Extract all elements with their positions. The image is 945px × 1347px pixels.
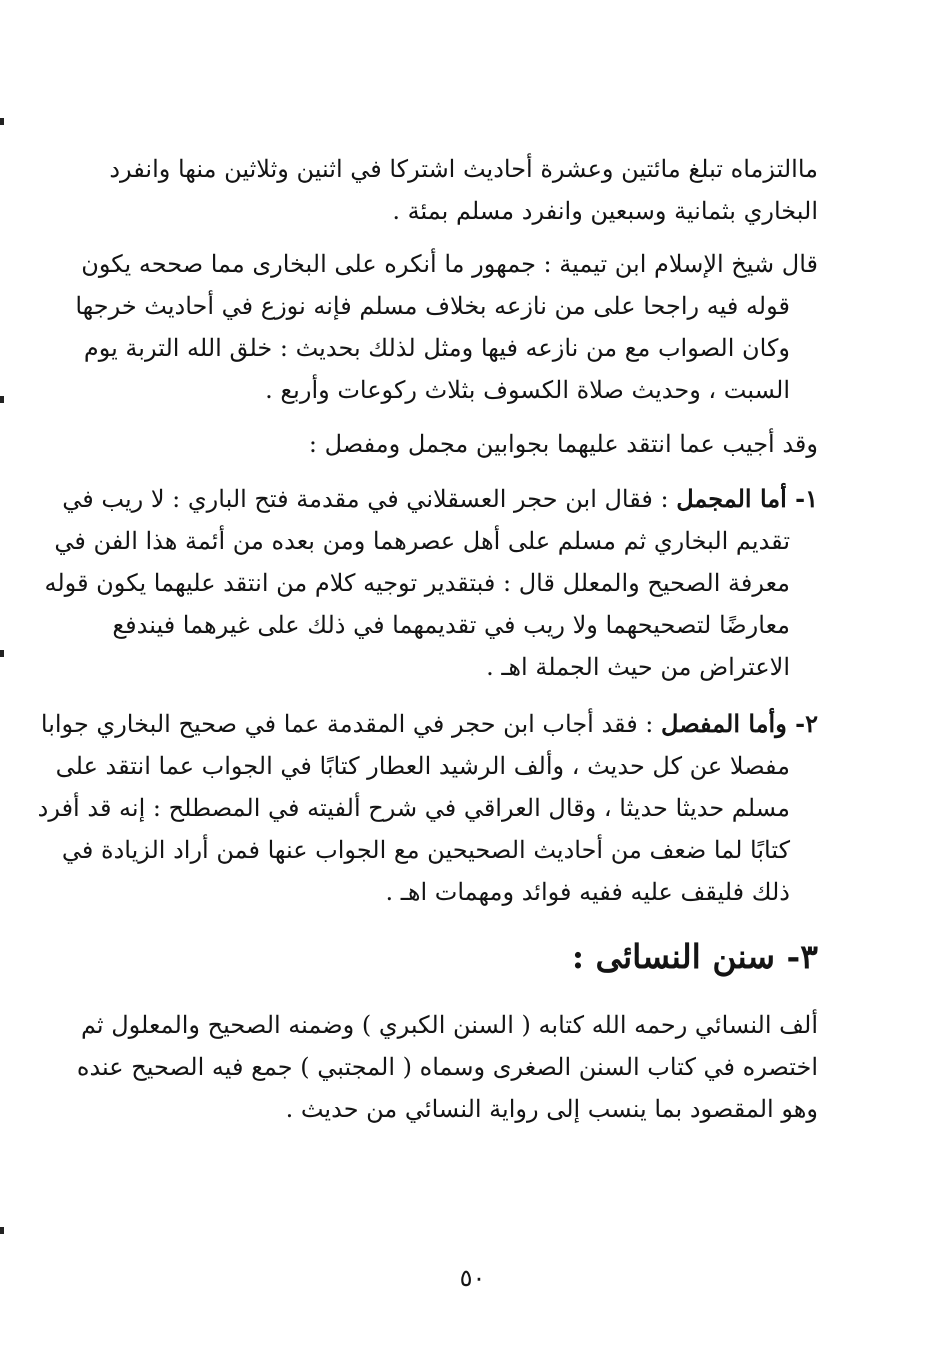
text-line: كتابًا لما ضعف من أحاديث الصحيحين مع الجواب عنها فمن أراد الزيادة في bbox=[61, 836, 790, 864]
text-line: مسلم حديثا حديثا ، وقال العراقي في شرح ألفيته في المصطلح : إنه قد أفرد bbox=[37, 794, 790, 822]
text-line: قال شيخ الإسلام ابن تيمية : جمهور ما أنكره على البخارى مما صححه يكون bbox=[81, 250, 818, 278]
text-line: ألف النسائي رحمه الله كتابه ( السنن الكبري ) وضمنه الصحيح والمعلول ثم bbox=[80, 1011, 818, 1039]
answer-intro bbox=[309, 423, 818, 465]
point-1-paragraph bbox=[45, 478, 819, 688]
text-line: قوله فيه راجحا على من نازعه بخلاف مسلم فإنه نوزع في أحاديث خرجها bbox=[75, 292, 790, 320]
ibn-taymiyya-paragraph bbox=[75, 243, 818, 411]
text-line: السبت ، وحديث صلاة الكسوف بثلاث ركوعات وأربع . bbox=[265, 376, 790, 404]
text-line: مفصلا عن كل حديث ، وألف الرشيد العطار كتابًا في الجواب عما انتقد على bbox=[55, 752, 790, 780]
point-1-text: : فقال ابن حجر العسقلاني في مقدمة فتح الباري : لا ريب في bbox=[62, 485, 677, 513]
page-number: ٥٠ bbox=[459, 1264, 486, 1292]
text-line: وقد أجيب عما انتقد عليهما بجوابين مجمل ومفصل : bbox=[308, 430, 818, 458]
text-line: وكان الصواب مع من نازعه فيها ومثل لذلك بحديث : خلق الله التربة يوم bbox=[83, 334, 790, 362]
nasai-paragraph bbox=[77, 1004, 818, 1130]
text-line: معارضًا لتصحيحهما ولا ريب في تقديمهما في ذلك على غيرهما فيندفع bbox=[112, 611, 790, 639]
text-line: معرفة الصحيح والمعلل قال : فبتقدير توجيه كلام من انتقد عليهما يكون قوله bbox=[44, 569, 790, 597]
point-2-text: : فقد أجاب ابن حجر في المقدمة عما في صحيح البخاري جوابا bbox=[40, 710, 662, 738]
text-line bbox=[45, 478, 819, 520]
intro-paragraph bbox=[109, 148, 818, 232]
text-line: البخاري بثمانية وسبعين وانفرد مسلم بمئة . bbox=[392, 197, 818, 225]
scan-mark bbox=[0, 650, 4, 657]
text-line: ماالتزماه تبلغ مائتين وعشرة أحاديث اشتركا في اثنين وثلاثين منها وانفرد bbox=[109, 155, 818, 183]
point-2-paragraph bbox=[38, 703, 818, 913]
scan-mark bbox=[0, 396, 4, 403]
section-heading: ٣- سنن النسائى : bbox=[571, 937, 818, 976]
point-1-label: ١- أما المجمل bbox=[676, 484, 818, 513]
scan-mark bbox=[0, 118, 4, 125]
scan-mark bbox=[0, 1227, 4, 1234]
text-line: تقديم البخاري ثم مسلم على أهل عصرهما ومن بعده من أئمة هذا الفن في bbox=[54, 527, 790, 555]
text-line: اختصره في كتاب السنن الصغرى وسماه ( المجتبي ) جمع فيه الصحيح عنده bbox=[76, 1053, 818, 1081]
point-2-label: ٢- وأما المفصل bbox=[661, 709, 818, 738]
text-line bbox=[38, 703, 818, 745]
text-line: وهو المقصود بما ينسب إلى رواية النسائي من حديث . bbox=[285, 1095, 818, 1123]
text-line: ذلك فليقف عليه ففيه فوائد ومهمات اهـ . bbox=[385, 878, 790, 906]
text-line: الاعتراض من حيث الجملة اهـ . bbox=[486, 653, 790, 681]
